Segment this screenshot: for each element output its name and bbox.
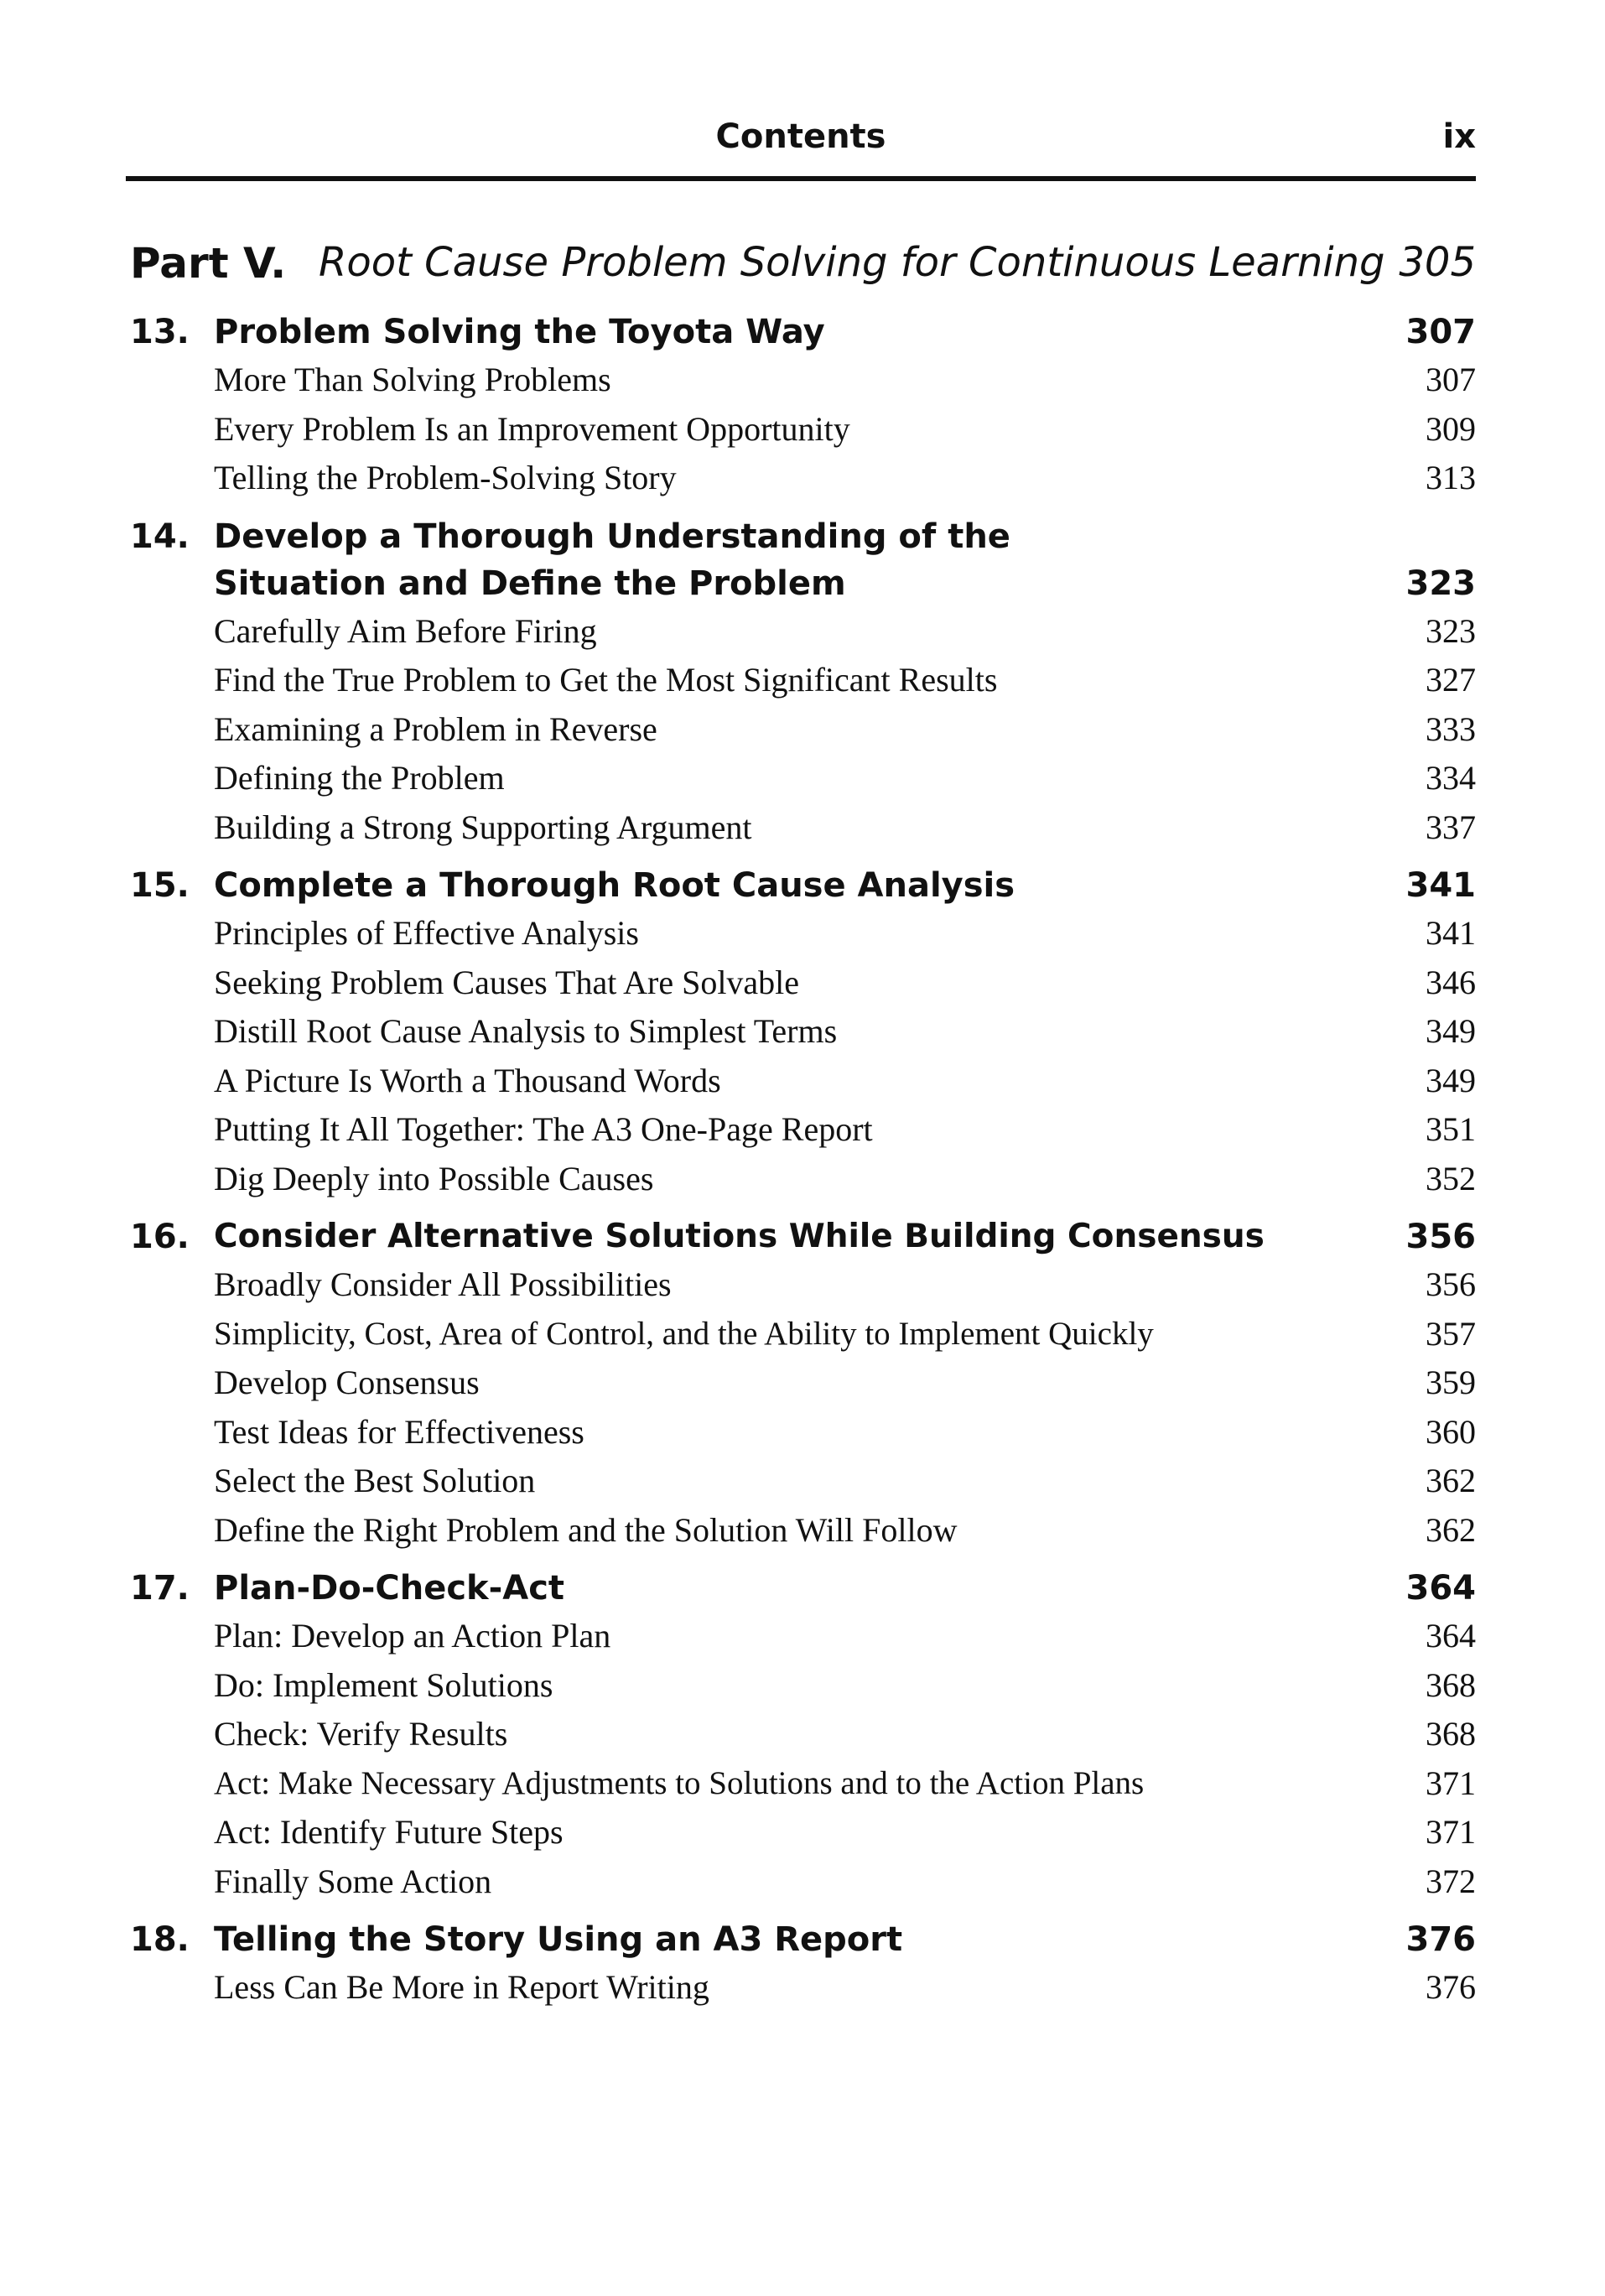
section-entry[interactable]	[126, 405, 1476, 455]
section-page: 352	[1426, 1159, 1476, 1197]
section-title: Every Problem Is an Improvement Opportunity	[214, 409, 850, 448]
section-title: Plan: Develop an Action Plan	[214, 1617, 611, 1654]
chapter-page: 356	[1405, 1218, 1476, 1256]
section-entry[interactable]	[126, 803, 1476, 853]
section-entry[interactable]	[126, 1408, 1476, 1457]
section-entry[interactable]	[126, 1710, 1476, 1759]
chapter-title-line-2: Situation and Define the Problem	[214, 564, 846, 603]
chapter-heading[interactable]	[126, 513, 1476, 607]
section-page: 349	[1426, 1061, 1476, 1099]
section-entry[interactable]	[126, 909, 1476, 958]
section-entry[interactable]	[126, 1759, 1476, 1809]
section-title: Find the True Problem to Get the Most Significant Results	[214, 661, 998, 699]
table-of-contents	[126, 309, 1476, 2023]
section-entry[interactable]	[126, 1155, 1476, 1204]
section-page: 371	[1426, 1813, 1476, 1851]
chapter-title: Consider Alternative Solutions While Building Consensus	[214, 1218, 1265, 1255]
chapter-heading[interactable]	[126, 1213, 1476, 1260]
chapter-number: 15.	[130, 866, 190, 905]
section-page: 307	[1426, 361, 1476, 398]
chapter-title: Plan-Do-Check-Act	[214, 1569, 565, 1608]
chapter-13	[126, 309, 1476, 503]
section-page: 362	[1426, 1462, 1476, 1499]
section-title: Broadly Consider All Possibilities	[214, 1265, 672, 1303]
section-title: Seeking Problem Causes That Are Solvable	[214, 963, 800, 1001]
section-title: Defining the Problem	[214, 759, 505, 797]
section-page: 360	[1426, 1412, 1476, 1451]
chapter-heading[interactable]	[126, 309, 1476, 356]
section-title: Examining a Problem in Reverse	[214, 709, 657, 748]
section-entry[interactable]	[126, 1661, 1476, 1711]
section-title: A Picture Is Worth a Thousand Words	[214, 1061, 721, 1099]
chapter-number: 14.	[130, 517, 190, 556]
chapter-title	[214, 513, 1371, 607]
section-page: 346	[1426, 963, 1476, 1001]
chapter-page: 376	[1405, 1920, 1476, 1959]
section-title: Principles of Effective Analysis	[214, 914, 639, 952]
page-folio: ix	[1442, 117, 1476, 156]
section-title: Define the Right Problem and the Solution Will Follow	[214, 1510, 958, 1549]
section-page: 313	[1426, 459, 1476, 496]
chapter-number: 18.	[130, 1920, 190, 1959]
chapter-title: Problem Solving the Toyota Way	[214, 313, 825, 351]
section-page: 341	[1426, 914, 1476, 952]
section-entry[interactable]	[126, 356, 1476, 405]
chapter-14	[126, 513, 1476, 853]
part-page: 305	[1399, 239, 1476, 286]
chapter-page: 307	[1405, 313, 1476, 351]
chapter-heading[interactable]	[126, 1565, 1476, 1612]
part-number: Part V.	[130, 239, 287, 288]
section-title: Act: Identify Future Steps	[214, 1813, 564, 1851]
section-page: 334	[1426, 759, 1476, 797]
section-title: Select the Best Solution	[214, 1462, 536, 1499]
section-entry[interactable]	[126, 1808, 1476, 1857]
section-entry[interactable]	[126, 1963, 1476, 2013]
section-page: 376	[1426, 1968, 1476, 2006]
section-page: 364	[1426, 1617, 1476, 1654]
section-page: 359	[1426, 1364, 1476, 1401]
section-entry[interactable]	[126, 1457, 1476, 1506]
header-rule	[126, 176, 1476, 181]
section-entry[interactable]	[126, 958, 1476, 1008]
section-page: 351	[1426, 1110, 1476, 1148]
section-page: 309	[1426, 409, 1476, 448]
chapter-title-line-1: Develop a Thorough Understanding of the	[214, 517, 1010, 556]
section-page: 362	[1426, 1510, 1476, 1549]
section-title: Simplicity, Cost, Area of Control, and the Ability to Implement Quickly	[214, 1315, 1154, 1352]
running-head	[126, 117, 1476, 168]
section-entry[interactable]	[126, 1358, 1476, 1408]
section-title: Less Can Be More in Report Writing	[214, 1968, 709, 2006]
part-title: Root Cause Problem Solving for Continuous Learning	[319, 239, 1385, 286]
section-title: Do: Implement Solutions	[214, 1665, 553, 1704]
section-title: Putting It All Together: The A3 One-Page Report	[214, 1110, 873, 1148]
section-page: 333	[1426, 709, 1476, 748]
section-page: 349	[1426, 1012, 1476, 1050]
section-title: Test Ideas for Effectiveness	[214, 1412, 584, 1451]
chapter-18	[126, 1916, 1476, 2013]
section-page: 357	[1426, 1314, 1476, 1353]
section-entry[interactable]	[126, 656, 1476, 705]
chapter-page: 323	[1405, 564, 1476, 603]
section-entry[interactable]	[126, 1007, 1476, 1057]
section-title: More Than Solving Problems	[214, 361, 611, 398]
section-page: 356	[1426, 1265, 1476, 1303]
section-page: 337	[1426, 808, 1476, 846]
section-entry[interactable]	[126, 1506, 1476, 1556]
part-heading	[126, 239, 1476, 298]
section-entry[interactable]	[126, 607, 1476, 657]
section-entry[interactable]	[126, 1612, 1476, 1661]
running-head-title: Contents	[715, 117, 886, 156]
section-page: 323	[1426, 611, 1476, 650]
section-entry[interactable]	[126, 754, 1476, 803]
section-page: 327	[1426, 661, 1476, 699]
section-entry[interactable]	[126, 705, 1476, 755]
section-title: Carefully Aim Before Firing	[214, 611, 597, 650]
chapter-page: 364	[1405, 1569, 1476, 1608]
chapter-number: 17.	[130, 1569, 190, 1608]
section-entry[interactable]	[126, 1105, 1476, 1155]
section-title: Finally Some Action	[214, 1862, 492, 1900]
section-page: 372	[1426, 1862, 1476, 1900]
section-page: 368	[1426, 1715, 1476, 1753]
section-entry[interactable]	[126, 1260, 1476, 1310]
section-title: Act: Make Necessary Adjustments to Solutions and to the Action Plans	[214, 1764, 1145, 1801]
chapter-heading[interactable]	[126, 1916, 1476, 1963]
section-page: 371	[1426, 1764, 1476, 1802]
chapter-heading[interactable]	[126, 862, 1476, 909]
section-title: Develop Consensus	[214, 1364, 480, 1401]
section-title: Telling the Problem-Solving Story	[214, 459, 677, 496]
section-entry[interactable]	[126, 454, 1476, 503]
section-entry[interactable]	[126, 1310, 1476, 1359]
chapter-17	[126, 1565, 1476, 1906]
chapter-number: 16.	[130, 1218, 190, 1256]
section-title: Check: Verify Results	[214, 1715, 508, 1753]
section-entry[interactable]	[126, 1857, 1476, 1907]
chapter-15	[126, 862, 1476, 1203]
chapter-page: 341	[1405, 866, 1476, 905]
chapter-title: Complete a Thorough Root Cause Analysis	[214, 866, 1015, 905]
chapter-16	[126, 1213, 1476, 1555]
section-page: 368	[1426, 1665, 1476, 1704]
section-title: Distill Root Cause Analysis to Simplest Terms	[214, 1012, 838, 1050]
section-title: Dig Deeply into Possible Causes	[214, 1159, 654, 1197]
chapter-title: Telling the Story Using an A3 Report	[214, 1920, 903, 1959]
section-title: Building a Strong Supporting Argument	[214, 808, 752, 846]
section-entry[interactable]	[126, 1057, 1476, 1106]
chapter-number: 13.	[130, 313, 190, 351]
